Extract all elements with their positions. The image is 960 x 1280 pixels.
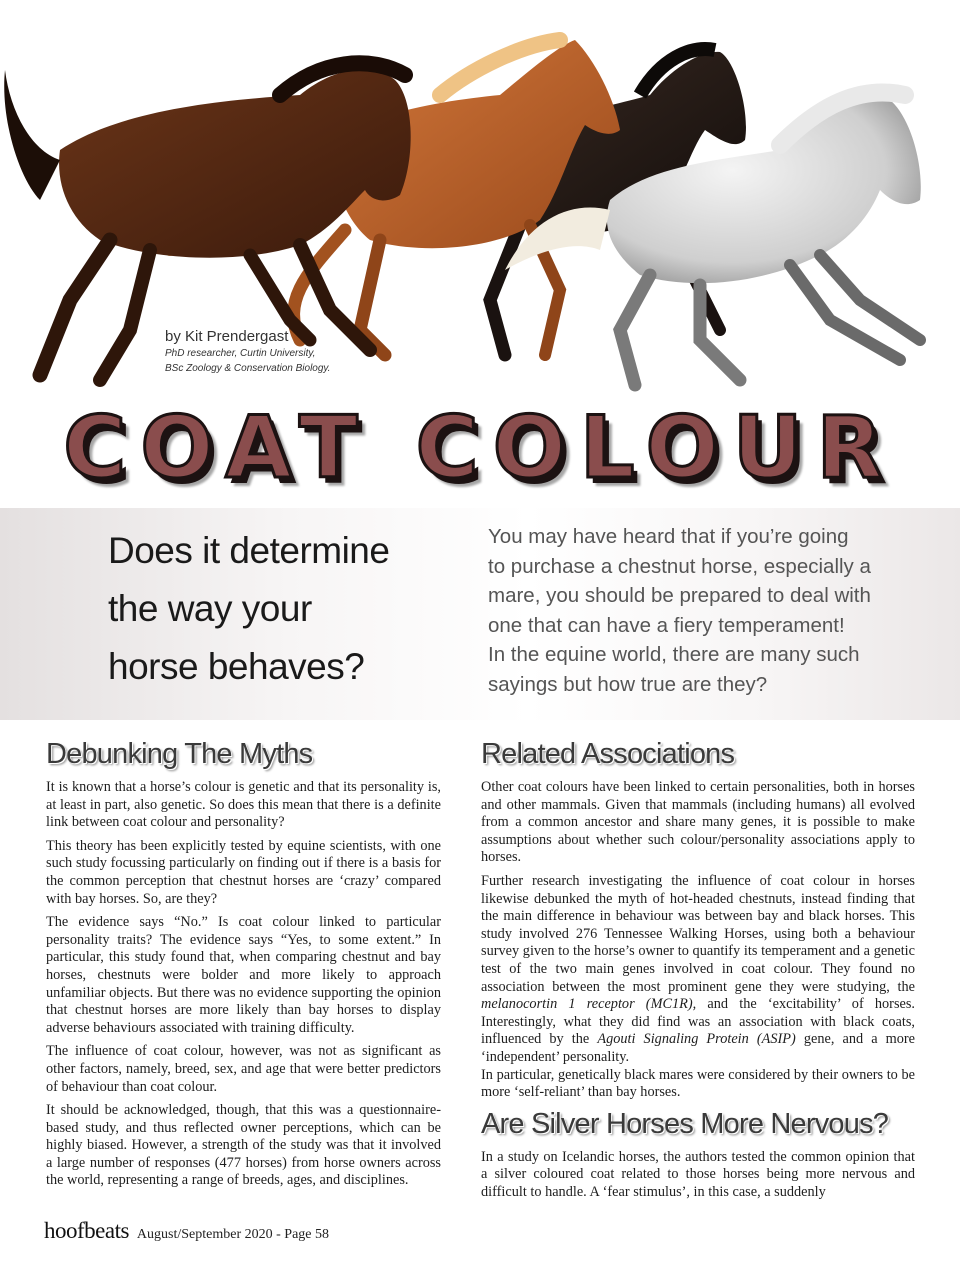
section-heading-related: Related Associations	[481, 738, 735, 770]
body-paragraph: Other coat colours have been linked to certain personalities, both in horses and other mammals. Given that mammals (including humans) all evolved from a common ancestor and share many genes, it is possible to make assumptions about whether such colour/personality associations apply to horses.	[481, 779, 915, 866]
right-column	[481, 738, 915, 1207]
section-heading-debunking: Debunking The Myths	[46, 738, 313, 770]
intro-line: to purchase a chestnut horse, especially a	[488, 554, 871, 578]
body-paragraph	[481, 873, 915, 1067]
intro-line: one that can have a fiery temperament!	[488, 613, 845, 637]
intro-line: sayings but how true are they?	[488, 672, 768, 696]
author-byline	[165, 328, 425, 375]
intro-paragraph	[488, 522, 908, 699]
author-credentials-line1: PhD researcher, Curtin University,	[165, 348, 316, 359]
magazine-logo: hoofbeats	[44, 1218, 129, 1243]
page-footer	[44, 1218, 329, 1244]
body-paragraph: The influence of coat colour, however, was not as significant as other factors, namely, breed, sex, and age that were better predictors of behaviour than coat colour.	[46, 1043, 441, 1095]
body-paragraph: In a study on Icelandic horses, the authors tested the common opinion that a silver coloured coat related to those horses being more nervous and difficult to handle. A ‘fear stimulus’, in this case, a suddenly	[481, 1148, 915, 1200]
author-name: by Kit Prendergast	[165, 328, 289, 345]
article-title: COAT COLOUR	[63, 398, 897, 498]
text-run: Further research investigating the influence of coat colour in horses likewise debunked the myth of hot-headed chestnuts, instead finding that the main difference in behaviour was between bay and black horses. This study involved 276 Tennessee Walking Horses, using both a behaviour survey given to the horse’s owner to quantify its temperament and a genetic test of the two main genes involved in coat colour. They found no association between the most prominent gene they were studying, the	[481, 872, 915, 995]
question-line: the way your	[108, 588, 312, 629]
author-credentials-line2: BSc Zoology & Conservation Biology.	[165, 363, 331, 374]
body-paragraph: In particular, genetically black mares were considered by their owners to be more ‘self-reliant’ than bay horses.	[481, 1066, 915, 1101]
hero-horses-image	[0, 0, 960, 400]
intro-line: In the equine world, there are many such	[488, 643, 860, 666]
section-heading-silver: Are Silver Horses More Nervous?	[481, 1107, 889, 1140]
article-question	[108, 522, 448, 696]
issue-page-info: August/September 2020 - Page 58	[136, 1227, 330, 1242]
text-run: and the ‘excitability’ of horses. Interestingly, what they did find was an association with black coats, influenced by the	[481, 996, 915, 1048]
protein-name: Agouti Signaling Protein (ASIP)	[597, 1031, 796, 1048]
text-run: gene, and a more ‘independent’ personality.	[481, 1031, 916, 1065]
question-line: Does it determine	[108, 530, 390, 571]
body-paragraph: The evidence says “No.” Is coat colour linked to particular personality traits? The evidence says “Yes, to some extent.” In particular, this study found that, when comparing chestnut and bay horses, chestnuts were bolder and more likely to approach unfamiliar objects. But there was no evidence supporting the opinion that chestnut horses are more likely than bay horses to display adverse behaviours associated with training difficulty.	[46, 914, 441, 1036]
intro-line: You may have heard that if you’re going	[488, 525, 849, 548]
question-line: horse behaves?	[108, 646, 365, 687]
gene-name: melanocortin 1 receptor (MC1R),	[481, 996, 697, 1013]
intro-line: mare, you should be prepared to deal with	[488, 584, 871, 607]
body-paragraph: It is known that a horse’s colour is genetic and that its personality is, at least in part, also genetic. So does this mean that there is a definite link between coat colour and personality?	[46, 779, 441, 831]
body-paragraph: This theory has been explicitly tested by equine scientists, with one such study focussing particularly on finding out if there is a basis for the common perception that chestnut horses are ‘crazy’ compared with bay horses. So, are they?	[46, 837, 441, 907]
left-column	[46, 738, 441, 1196]
body-paragraph: It should be acknowledged, though, that this was a questionnaire-based study, and thus reflected owner perceptions, which can be highly biased. However, a strength of the study was that it involved a large number of responses (477 horses) from horse owners across the world, representing a range of breeds, ages, and disciplines.	[46, 1102, 441, 1189]
